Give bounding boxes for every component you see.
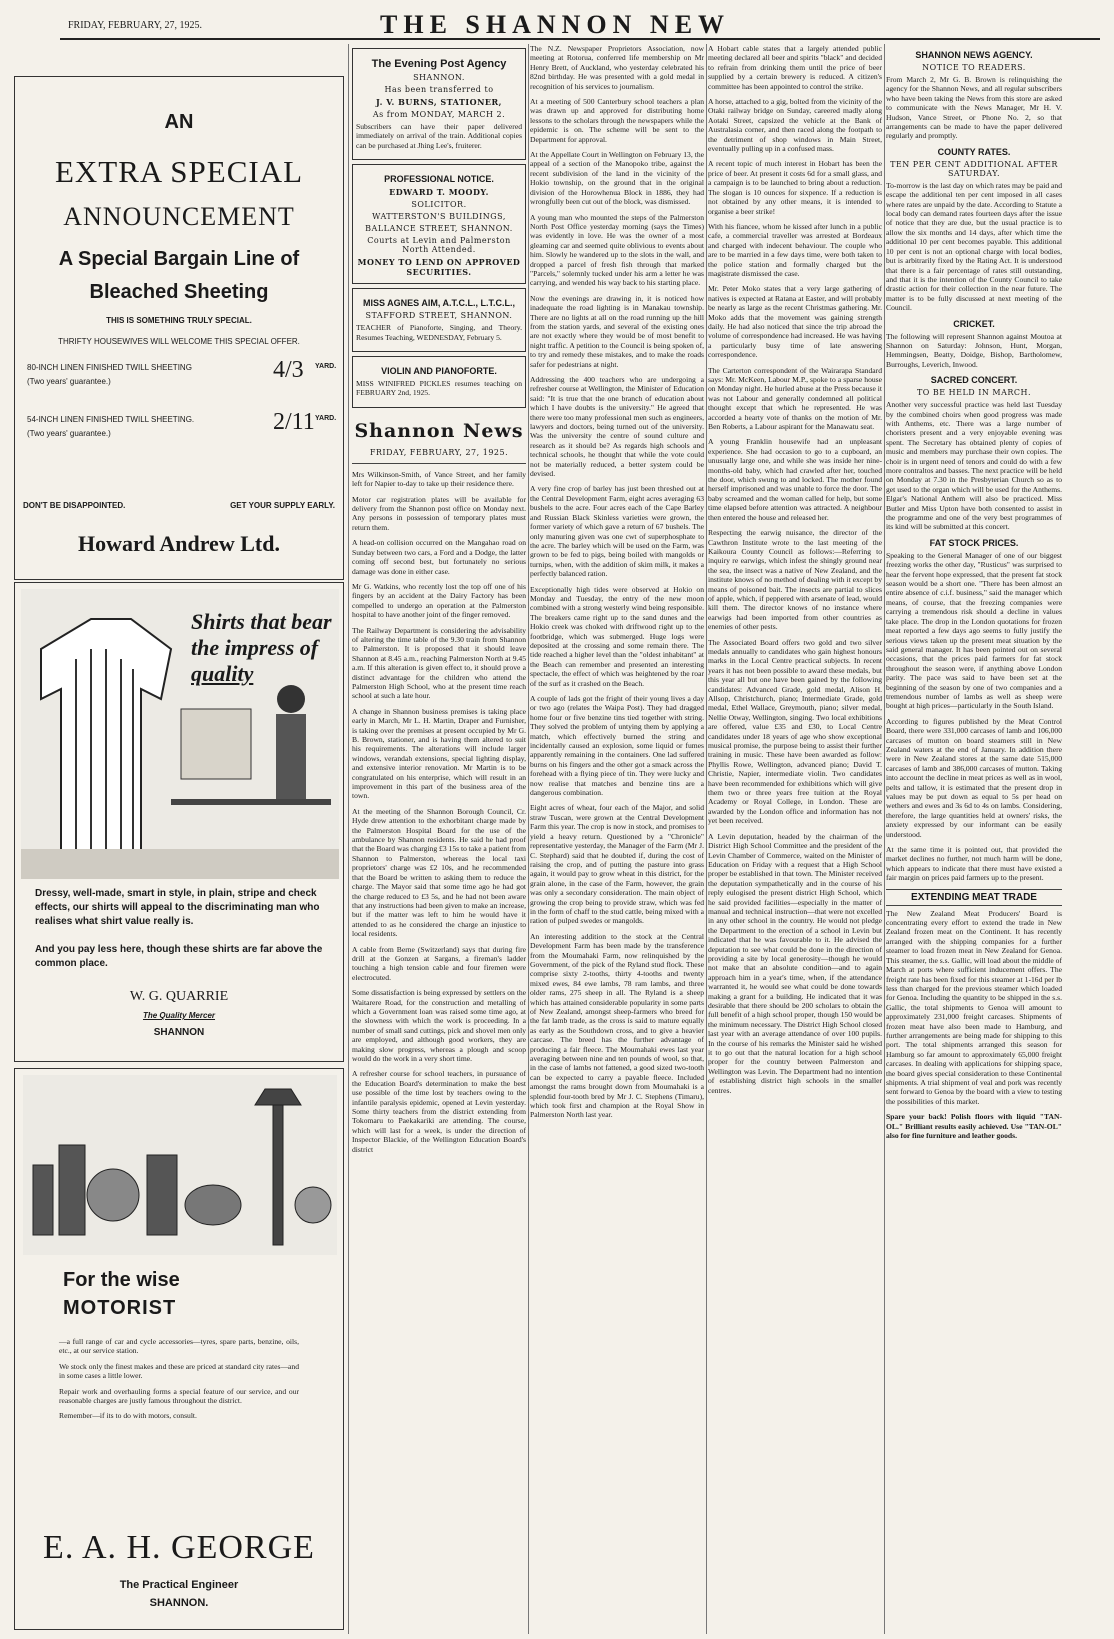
ad-footer	[23, 501, 335, 510]
article-body: The New Zealand Meat Producers' Board is concentrating every effort to extend the trade in New Zealand frozen meat on the Continent. It has recently arranged with the shipping companies for a further steamer to load frozen meat in New Zealand for Genoa. This steamer, the s.s. Gallic, will load about the middle of March at ports where sufficient inducement offers. The freight rate has been fixed for this steamer at 1-16d per lb less than charged for the previous steamer which loaded for Genoa. Including the quantity to be shipped in the s.s. Gallic, the total shipments to Genoa will amount to approximately 231,000 freight carcases. Shipments of frozen meat have also been made to Hamburg, and further arrangements are being made for shipping to this port. The total shipments arranged this season for Hamburg so far amount to approximately 65,000 freight carcases. In dealing with applications for shipping space, the board gives special consideration to these Continental shipments. A trial shipment of veal and pork was recently sent forward to Genoa by the board with a view to testing the possibilities of this market.	[886, 908, 1062, 1106]
ad-thrifty-housewives: THRIFTY HOUSEWIVES WILL WELCOME THIS SPECIAL OFFER.	[58, 337, 300, 346]
news-item: Respecting the earwig nuisance, the director of the Cawthron Institute wrote to the last meeting of the Kaikoura County Council as follows:—Referring to inquiry re earwigs, which infest the shingly ground near the sea, the insect was a native of New Zealand, and the institute knows of no method of dealing with it except by means of poisoned bait. The insects are partial to slices of apple, which, if peppered with arsenate of lead, would kill them. The director knows of no instance where earwigs had been imported from other countries as enemies of other pests.	[708, 528, 882, 632]
issue-date: FRIDAY, FEBRUARY, 27, 1925.	[68, 20, 203, 31]
ad-town: SHANNON.	[149, 1597, 209, 1609]
price-unit: YARD.	[315, 363, 337, 370]
article-heading: SACRED CONCERT.	[930, 375, 1018, 386]
ad-description: —a full range of car and cycle accessories—tyres, spare parts, benzine, oils, etc., at our service station. We stock only the finest makes and these are priced at standard city rates—and in some cases a little lower. Repair work and overhauling forms a special feature of our service, and our reasonable charges are justly famous throughout the district. Remember—if its to do with motors, consult.	[59, 1337, 299, 1421]
news-item: The Carterton correspondent of the Wairarapa Standard says: Mr. McKeen, Labour M.P., spoke to a sparse house on Monday night. He hurled abuse at the Press because it was not Labour and generally condemned all political thought except that which he represented. He was accorded a hearty vote of thanks on the motion of Mr. Ben Roberts, a Labour aspirant for the Manawatu seat.	[708, 365, 882, 432]
quarrie-shirts-advertisement	[14, 582, 344, 1062]
column-rule	[528, 44, 529, 1634]
news-item: A horse, attached to a gig, bolted from the vicinity of the Otaki railway bridge on Sunday, careered madly along Aotaki Street, capsized the vehicle at the Bank of Australasia corner, and then raced along the footpath to the detriment of shop windows in Main Street, eventually pulling up in a confused mass.	[708, 97, 882, 154]
news-item: Mrs Wilkinson-Smith, of Vance Street, and her family left for Napier to-day to take up their residence there.	[352, 469, 526, 489]
divider	[352, 463, 526, 464]
price-row	[15, 409, 343, 453]
news-item: Mr G. Watkins, who recently lost the top off one of his fingers by an accident at the Dairy Factory has been compelled to undergo an operation at the Palmerston hospital to have another joint of the finger removed.	[352, 581, 526, 620]
news-item: An interesting addition to the stock at the Central Development Farm has been made by the transference from the Moumahaki Farm, now relinquished by the Government, of the pick of the Ryland stud flock. These comprise sixty 2-tooths, thirty 4-tooths and twenty mixed ewes, 84 ewe lambs, 78 ram lambs, and three older rams, 275 sheep in all. The Ryland is a sheep which has attained considerable popularity in some parts of New Zealand, amongst sheep-farmers who breed for the fat lamb trade, as the cross is said to mature equally as early as the Southdown cross, and to give a heavier carcase. The breed has the further advantage of producing a fair fleece. The Moumahaki ewes last year averaging between nine and ten pounds of wool, so that, in the case of lambs not fattened, a good sized two-tooth can be expected to carry a payable fleece. Included amongst the rams brought down from Moumahaki is a splendid four-tooth bred by Mr J. C. Stephens (Timaru), which took first and champion at the Royal Show in Palmerston North last year.	[530, 931, 704, 1120]
column-rule	[348, 44, 349, 1634]
news-item: Addressing the 400 teachers who are undergoing a refresher course at Wellington, the Minister of Education said: "It is true that the one branch of education about which I have doubts is the university." He agreed that there were too many professional men such as engineers, lawyers and doctors, being turned out of the university. Was the university the centre of sound culture and research as it should be? As regards high schools and technical schools, he thought that while the vote could not be materially reduced, a better system could be devised.	[530, 375, 704, 479]
ad-heading-wise: For the wise	[63, 1269, 180, 1291]
news-item: A refresher course for school teachers, in pursuance of the Education Board's determination to make the best use possible of the time lost by teachers owing to the infantile paralysis epidemic, opened at Levin yesterday. Some thirty teachers from the district extending from Tokomaru to Paekakariki are attending. The course, which will last for a week, is under the direction of Inspector Blackie, of the Wellington Education Board's district	[352, 1069, 526, 1154]
ad-body-text: Dressy, well-made, smart in style, in plain, stripe and check effects, our shirts will appeal to the discriminating man who realises what shirt value really is.	[35, 888, 320, 927]
article-heading: FAT STOCK PRICES.	[929, 537, 1019, 548]
ad-brand-name: Howard Andrew Ltd.	[78, 531, 280, 556]
news-item: Some dissatisfaction is being expressed by settlers on the Waitarere Road, for the construction and metalling of which a Government loan was raised some time ago, at the slowness with which the work is proceeding. In a number of small sand cuttings, pick and shovel men only are employed, and although good workers, they are making slow progress, whereas a plough and scoop would do the work in a very short time.	[352, 988, 526, 1063]
news-item: Eight acres of wheat, four each of the Major, and solid straw Tuscan, were grown at the Central Development Farm this year. The crop is now in stock, and promises to yield a heavy return. Questioned by a "Chronicle" representative yesterday, the Manager of the Farm (Mr J. C. Stephard) said that he doubted if, during the cost of raising the crop, and of putting the pasture into grass again, it would pay to grow wheat in this district, for the grain alone, in the case of the Farm, however, the grain was only a secondary consideration. The main object of growing the crop being to provide straw, which was fed in the form of chaff to the stud cattle, being mixed with a ration of pulped swedes or mangolds.	[530, 803, 704, 926]
ad-body-text: And you pay less here, though these shirts are far above the common place.	[35, 944, 323, 969]
article-body: From March 2, Mr G. B. Brown is relinquishing the agency for the Shannon News, and all regular subscribers who have been taking the News from this store are asked to communicate with the News Manager, Mr H. V. Hudson, Vance Street, or Phone No. 2, so that arrangements can be made to have the paper delivered regularly and promptly.	[886, 75, 1062, 141]
ad-merchant-tagline: The Quality Mercer	[142, 1011, 216, 1020]
news-item: A Hobart cable states that a largely attended public meeting declared all beer and spirits "black" and decided to refrain from drinking them until the price of beer supplied by a certain brewery is reduced. A citizen's committee has been appointed to control the strike.	[708, 44, 882, 91]
article-body: The following will represent Shannon against Moutoa at Shannon on Saturday: Johnson, Hunt, Morgan, Hemmingsen, Beatty, Doidge, Bishop, Bartholomew, Burroughs, Leverich, Inwood.	[886, 331, 1062, 369]
news-item: A young man who mounted the steps of the Palmerston North Post Office yesterday morning (says the Times) was evidently in love. He was the owner of a most gleaming car and seemed quite oblivious to events about him. Slowly he wandered up to the slots in the wall, and dropped a parcel of fresh fish through that marked "Parcels," solemnly tucked under his arm a letter he was carrying, and wended his way back to his starting place.	[530, 212, 704, 288]
column-rule	[884, 44, 885, 1634]
article-heading: EXTENDING MEAT TRADE	[886, 889, 1062, 906]
news-item: Mr. Peter Moko states that a very large gathering of natives is expected at Ratana at Easter, and will probably be nearly as large as the recent Christmas gathering. Mr. Moko adds that the movement was gaining strength daily. He had also noticed that since the trip abroad the volume of correspondence had increased. He was having a particularly busy time of late answering correspondence.	[708, 284, 882, 360]
price-item-label: 80-INCH LINEN FINISHED TWILL SHEETING	[27, 363, 192, 372]
news-item: At a meeting of 500 Canterbury school teachers a plan was drawn up and approved for distributing home lessons to the scholars through the newspapers while the epidemic is on. The scheme will be sent to the Department for approval.	[530, 97, 704, 144]
news-item: At the meeting of the Shannon Borough Council, Cr. Hyde drew attention to the exhorbitant charge made by the Palmerston Hospital Board for the use of the ambulance by Shannon residents. He said he had proof that the Board was charging £3 15s to take a patient from Shannon to Palmerston, whereas the local taxi proprietors' charge was £2 10s, and he recommended that the Board be written to asking them to reduce the charge. The Mayor said that some time ago he had got the charge reduced to £3 5s, and he had not been aware that any instructions had been given to make an increase, but if the matter was left to him he would have it attended to as he considered the charge an injustice to local residents.	[352, 806, 526, 939]
ad-slogan: Shirts that bear the impress of quality	[191, 609, 332, 686]
section-title: Shannon News	[354, 419, 524, 442]
news-item: The Associated Board offers two gold and two silver medals annually to candidates who gain highest honours marks in the Local Centre practical subjects. In recent years it has not been possible to award these medals, but this year all but one have been gained by the following candidates: Advanced Grade, gold medal, Alison H. Allsop, Christchurch, piano; Intermediate Grade, gold medal, Ethel Wallace, Greymouth, piano; silver medal, Nellie Otway, Wellington, singing. Two local exhibitions are offered, value £35 and £30, to Local Centre candidates under 18 years of age who show exceptional musical promise, the purpose being to assist their further training in music. These have been awarded as follow: Phyllis Rowe, Wellington, advanced piano; David T. Christie, Napier, intermediate violin. Two candidates have been recommended for exhibitions which will give them two or three years free tuition at the Royal Academy or Royal College, in London. These are awarded by the London office and information has not yet been received.	[708, 637, 882, 826]
article-body: Speaking to the General Manager of one of our biggest freezing works the other day, "Rusticus" was surprised to hear the fervent hope expressed, that the present fat stock season would be a short one. "There has been almost an entire absence of c.i.f. business," said the manager which means, of course, that the freezing companies were carrying a tremendous risk should a decline in values take place. The drop in the London quotations for frozen meat reported a few days ago seems to fully justify the serious views taken up the present meat situation by the said general manager. It has been pointed out on several occasions, that the prices paid farmers for fat stock throughout the season were, if anything above London parity. The pace was said to have been set at the beginning of the season by one of two companies and a tremendous number of lambs as well as sheep were bought at high prices—particularly in the South Island.	[886, 550, 1062, 711]
article-body: To-morrow is the last day on which rates may be paid and escape the additional ten per cent imposed in all cases where rates are unpaid by the date. According to Statute a local body can demand rates fourteen days after the issue of notice that they are due, but the usual practice is to allow the six months and 14 days, after which time the additional 10 per cent becomes payable. This additional 10 per cent is not an optional charge with local bodies, but is arbitrarily fixed by the Rating Act. It is understood that there is a fair percentage of rates still outstanding, and that it is the intention of the County Council to take drastic action for their collection in the near future. The matter is to be fully discussed at next meeting of the Council.	[886, 180, 1062, 313]
news-item: A cable from Berne (Switzerland) says that during fire drill at the Gonzen at Sargans, a fireman's ladder touching a high tension cable and four firemen were electrocuted.	[352, 944, 526, 982]
price-item-guarantee: (Two years' guarantee.)	[27, 377, 111, 386]
article-body: Another very successful practice was held last Tuesday by the combined choirs when good progress was made with Anthems, etc. There was a large number of choristers present and a very enjoyable evening was spent. The Secretary has obtained plenty of copies of music and members may purchase their own copies. The choir is in urgent need of tenors and could do with a few more contraltos and basses. The next practice will be held on Monday at 7.30 in the Presbyterian Church so as to get used to the organ which will be used for the Anthems. Elgar's National Anthem will also be practiced. Miss Butler and Miss Upton have both consented to assist in the programme and one of the very best programmes of its kind will be submitted at this concert.	[886, 400, 1062, 532]
price-unit: YARD.	[315, 415, 337, 422]
news-item: A head-on collision occurred on the Mangahao road on Sunday between two cars, a Ford and a Dodge, the latter coming off second best, but fortunately no serious damage was done in either case.	[352, 538, 526, 576]
newspaper-title: THE SHANNON NEW	[380, 10, 731, 39]
section-date: FRIDAY, FEBRUARY, 27, 1925.	[369, 447, 509, 457]
ad-heading-announcement: ANNOUNCEMENT	[63, 202, 295, 231]
article-subheading: TO BE HELD IN MARCH.	[916, 388, 1032, 398]
news-column-2	[352, 44, 526, 1634]
news-column-3	[530, 44, 704, 1634]
news-item: A couple of lads got the fright of their young lives a day or two ago (relates the Waipa Post). They had dragged home four or five benzine tins tied together with string. They solved the problem of untying them by applying a match, which effectively burned the string and incidentally caused an explosion, some liquid or fumes apparently remaining in the containers. One lad suffered burns on his fingers and the other got a smack across the forehead with a flying piece of tin. They were lucky and now realise that matches and benzine tins are a dangerous combination.	[530, 694, 704, 798]
article-body: At the same time it is pointed out, that provided the market declines no further, not much harm will be done, which appears to indicate that there must have existed a fair margin on prices paid farmers up to the present.	[886, 845, 1062, 883]
news-item: At the Appellate Court in Wellington on February 13, the appeal of a section of the Manopoko tribe, against the recent subdivision of the land in the vicinity of the Hokio township, on the ground that in the original division of the Horowhenua Block in 1886, they had wrongfully been cut out of the block, was dismissed.	[530, 150, 704, 207]
violin-notice: VIOLIN AND PIANOFORTE. MISS WINIFRED PICKLES resumes teaching on FEBRUARY 2nd, 1925.	[352, 356, 526, 408]
news-item: Motor car registration plates will be available for delivery from the Shannon post office on Monday next. Any persons in possession of temporary plates must return them.	[352, 494, 526, 532]
news-item: A very fine crop of barley has just been threshed out at the Central Development Farm, eight acres averaging 63 bushels to the acre. Four acres each of the Cape Barley and Russian Black Skinless varieties were grown, the former variety of which gave a return of 67 bushels. The only manuring given was one cwt of superphosphate to the acre. The barley which will be used on the Farm, was grown to be fed to pigs, being boiled with mangolds or turnips, when, with the addition of skim milk, it makes a perfectly balanced ration.	[530, 484, 704, 579]
article-heading: CRICKET.	[953, 318, 995, 329]
news-item: Exceptionally high tides were observed at Hokio on Monday and Tuesday, the entry of the new moon combined with a strong westerly wind being responsible. The breakers came right up to the sand dunes and the Hokio creek was choked with driftwood right up to the footbridge, which was submerged. Huge logs were deposited at the crossing and some remain there. The tide reached a higher level than the "oldest inhabitant" at the Beach can remember and presented an interesting spectacle, the effect of which was heightened by the roar of the surf as it crashed on the Beach.	[530, 584, 704, 688]
music-teacher-notice: MISS AGNES AIM, A.T.C.L., L.T.C.L., STAFFORD STREET, SHANNON. TEACHER of Pianoforte, Singing, and Theory. Resumes Teaching, WEDNESDAY, February 5.	[352, 288, 526, 352]
ad-dont-be-disappointed: DON'T BE DISAPPOINTED.	[23, 501, 126, 510]
ad-bargain-line: A Special Bargain Line of	[58, 248, 300, 270]
news-item: A recent topic of much interest in Hobart has been the price of beer. At present it costs 6d for a small glass, and a campaign is to be launched to bring about a reduction. The slogan is 10 ounces for sixpence. If a reduction is not obtained by any other means, it is intended to organise a beer strike!	[708, 159, 882, 216]
ad-heading-motorist: MOTORIST	[63, 1297, 177, 1319]
news-item: A Levin deputation, headed by the chairman of the District High School Committee and the president of the Levin Chamber of Commerce, waited on the Minister of Education on Friday with a request that a High School proper be established in that town. The Minister received the deputation sympathetically and in the course of his reply eulogised the present district High School, which he said provided facilities—especially in the matter of manual and technical instruction—that were not excelled in any other school in the country. He would not pledge the Department to the erection of a school in Levin but indicated that he was favourable to it. He advised the deputation to see what could be done in the direction of providing a site by local generosity—though he would not make that an absolute condition—and to again approach him in a year's time, when, if the attendance warranted it, he would see what could be done towards making a grant for a building. He indicated that it was desirable that there should be 200 scholars to obtain the full benefit of a high school proper, though 150 would be the minimum necessary. The District High School closed last year with an average attendance of over 100 pupils. In the course of his remarks the Minister said he wished it to go out that the natural location for a high school proper for the country between Palmerston and Wellington was Levin. The Department had no intention of establishing district high schools in the smaller centres.	[708, 831, 882, 1095]
motor-accessories-illustration	[23, 1075, 337, 1255]
price-row	[15, 357, 343, 401]
column-rule	[706, 44, 707, 1634]
news-item: A change in Shannon business premises is taking place early in March, Mr L. H. Martin, Draper and Furnisher, is taking over the premises at present occupied by Mr G. B. Brown, stationer, and is having them altered to suit his requirements. The alterations will include larger windows, verandah extensions, special lighting display, and extensive interior renovation. Mr Martin is to be congratulated on his enterprise, which will result in an improvement in this part of the business area of the town.	[352, 706, 526, 801]
price-item-label: 54-INCH LINEN FINISHED TWILL SHEETING.	[27, 415, 195, 424]
ad-truly-special: THIS IS SOMETHING TRULY SPECIAL.	[106, 316, 252, 325]
price-item-guarantee: (Two years' guarantee.)	[27, 429, 111, 438]
ad-get-supply-early: GET YOUR SUPPLY EARLY.	[230, 501, 335, 510]
price-value: 2/11	[273, 409, 315, 435]
news-item: The N.Z. Newspaper Proprietors Association, now meeting at Rotorua, conferred life membership on Mr Henry Brett, of Auckland, who yesterday celebrated his 82nd birthday. He was presented with a gold medal in recognition of his services to journalism.	[530, 44, 704, 91]
news-item: A young Franklin housewife had an unpleasant experience. She had occasion to go to a cupboard, an unusually large one, and while she was inside her nine-months-old baby, which had crawled after her, touched the door, which swung to and locked. The mother found herself imprisoned and was unable to force the door. The baby screamed and the woman called for help, but some time elapsed before attention was attracted. A neighbour then entered the house and released her.	[708, 437, 882, 522]
ad-merchant-name: W. G. QUARRIE	[129, 989, 229, 1004]
ad-heading-extra-special: EXTRA SPECIAL	[54, 154, 304, 189]
ad-merchant-name: E. A. H. GEORGE	[43, 1529, 315, 1566]
article-subheading: NOTICE TO READERS.	[922, 63, 1026, 72]
ad-merchant-tagline: The Practical Engineer	[119, 1579, 239, 1591]
news-item: Now the evenings are drawing in, it is noticed how inadequate the road lighting is in Manakau township. There are no lights at all on the road running up the hill from the station yards, and several of the existing ones are not exactly where they would be of most benefit to night traffic. A petition to the Council is being spoken of, to try and remedy these mistakes, and to make the roads safer for pedestrians at night.	[530, 293, 704, 369]
advertisement-column	[14, 44, 344, 1634]
news-item: With his fiancee, whom he kissed after lunch in a public cafe, a commercial traveller was arrested at Bordeaux and charged with indecent behaviour. The couple who are to be married in a few days time, were both taken to the police station and formally charged but the magistrate dismissed the case.	[708, 221, 882, 278]
george-motorist-advertisement	[14, 1068, 344, 1630]
evening-post-notice: The Evening Post Agency SHANNON. Has been transferred to J. V. BURNS, STATIONER, As from MONDAY, MARCH 2. Subscribers can have their paper delivered immediately on arrival of the train. Additional copies can be purchased at Jhing Lee's, fruiterer.	[352, 48, 526, 160]
ad-heading-an: AN	[164, 111, 194, 133]
news-column-5	[886, 44, 1062, 1634]
ad-town: SHANNON	[153, 1027, 205, 1038]
article-heading: COUNTY RATES.	[937, 146, 1011, 157]
ad-bleached-sheeting: Bleached Sheeting	[89, 281, 269, 303]
masthead	[60, 8, 1100, 40]
price-value: 4/3	[273, 357, 304, 383]
news-item: The Railway Department is considering the advisability of altering the time table of the 9.30 train from Shannon to Palmerston. It is proposed that it should leave Shannon at 8.45 a.m., reaching Palmerston North at 9.45 a.m. If this alteration is given effect to, it should prove a distinct advantage for the children who attend the Palmerston High School, who at the present time reach school at such a late hour.	[352, 625, 526, 701]
howard-andrew-advertisement	[14, 76, 344, 580]
news-column-4	[708, 44, 882, 1634]
tanol-advert: Spare your back! Polish floors with liquid "TAN-OL." Brilliant results easily achieved. Use "TAN-OL" also for fine furniture and leather goods.	[886, 1112, 1062, 1140]
article-subheading: TEN PER CENT ADDITIONAL AFTER SATURDAY.	[890, 159, 1058, 178]
professional-notice: PROFESSIONAL NOTICE. EDWARD T. MOODY. SOLICITOR. WATTERSTON'S BUILDINGS, BALLANCE STREET, SHANNON. Courts at Levin and Palmerston North Attended. MONEY TO LEND ON APPROVED SECURITIES.	[352, 164, 526, 284]
article-heading: SHANNON NEWS AGENCY.	[915, 50, 1033, 60]
article-body: According to figures published by the Meat Control Board, there were 331,000 carcases of lamb and 106,000 carcases of mutton on board steamers still in New Zealand waters at the end of January. In addition there were in New Zealand stores at the same date 515,000 carcases of lamb and 386,000 carcases of mutton. Taking into account the decline in meat prices as well as in wool, pelts and tallow, it is estimated that the present drop in values may be put down as equal to 5s per head on wethers and ewes and 3s 6d to 4s on lambs. Considering, therefore, the large quantities held at owners' risks, the anxiety expressed by our informant can be easily understood.	[886, 716, 1062, 839]
